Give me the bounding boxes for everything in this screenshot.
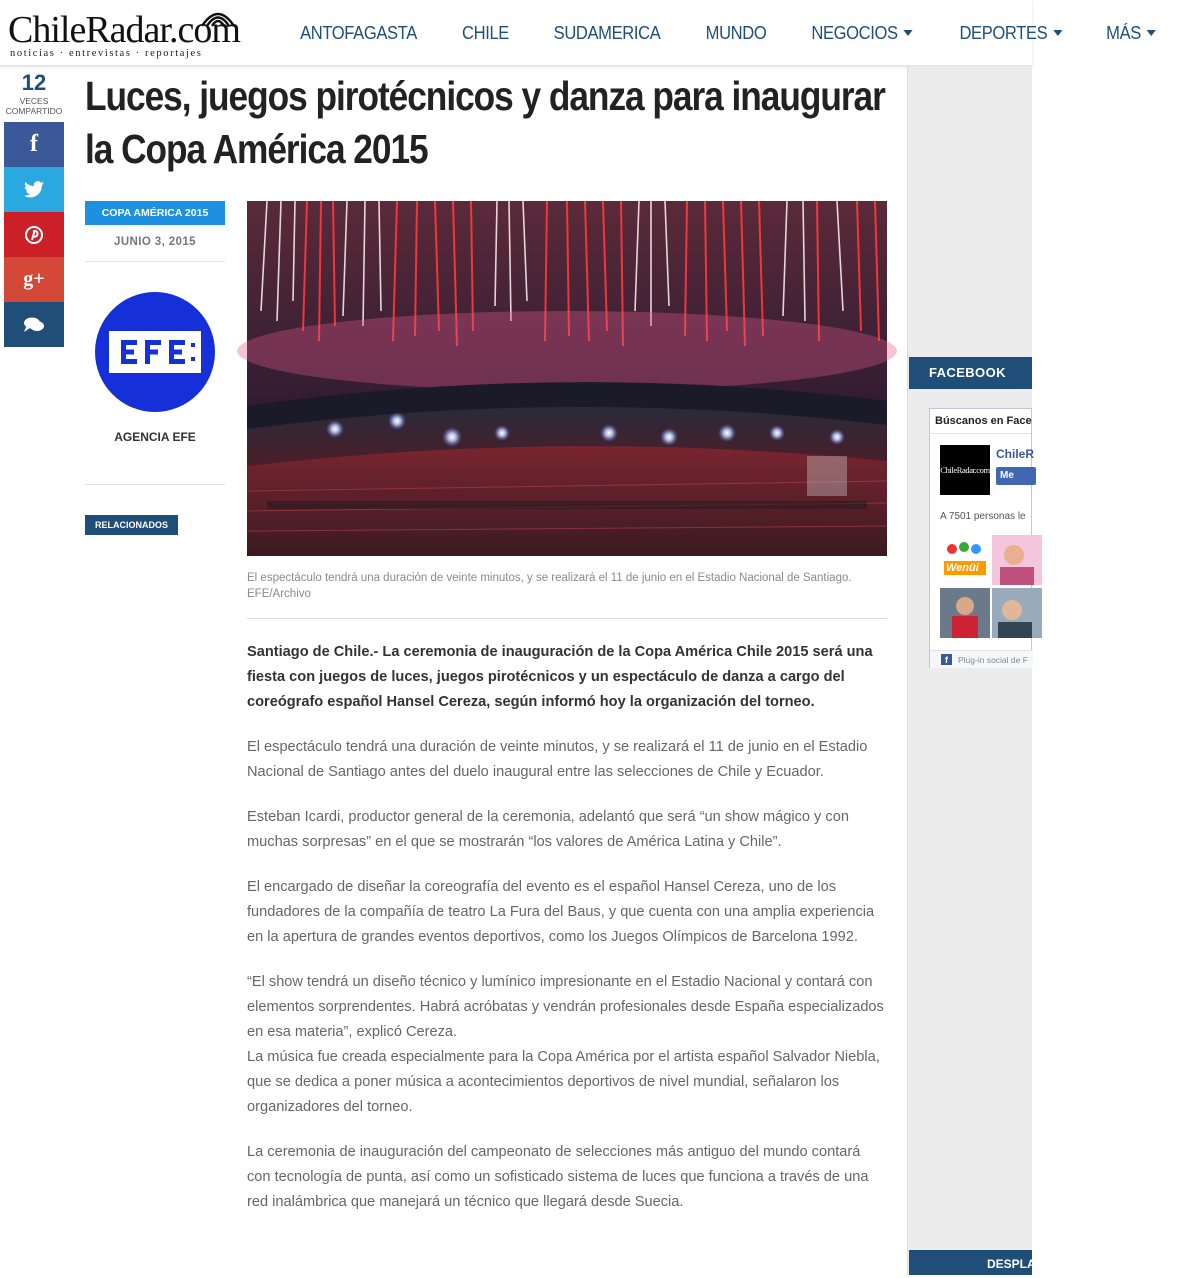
fan-avatar-label: Wenüi (946, 562, 979, 574)
nav-item-negocios[interactable] (794, 0, 930, 66)
logo-tagline: noticias · entrevistas · reportajes (10, 48, 203, 59)
google-plus-icon: g+ (23, 268, 45, 290)
meta-divider (85, 261, 225, 262)
caret-down-icon (1053, 30, 1062, 36)
share-count: 12 (21, 70, 47, 95)
article-title: Luces, juegos pirotécnicos y danza para inaugurar la Copa América 2015 (85, 73, 885, 172)
scroll-button-label: DESPLA (987, 1257, 1036, 1271)
nav-item-label: ANTOFAGASTA (300, 22, 417, 43)
fb-footer[interactable] (930, 650, 1033, 668)
fb-page-thumbnail[interactable]: ChileRadar.com (940, 445, 990, 495)
fb-fan-avatar[interactable] (992, 588, 1042, 638)
image-caption: El espectáculo tendrá una duración de veinte minutos, y se realizará el 11 de junio en el Estadio Nacional de Santiago. EFE/Archivo (247, 572, 852, 600)
article-meta (85, 201, 225, 535)
nav-item-label: MÁS (1106, 22, 1142, 43)
article-lead: Santiago de Chile.- La ceremonia de inauguración de la Copa América Chile 2015 será una fiesta con juegos de luces, juegos pirotécnicos y un espectáculo de danza a cargo del coreógrafo español Hansel Cereza, según informó hoy la organización del torneo. (247, 644, 873, 710)
category-badge[interactable]: COPA AMÉRICA 2015 (85, 201, 225, 225)
fan-avatar-image (940, 535, 990, 585)
fb-people-count: A 7501 personas le (940, 511, 1026, 522)
article-paragraph: La ceremonia de inauguración del campeonato de selecciones más antiguo del mundo contará con tecnología de punta, así como un sofisticado sistema de luces que funciona a través de una red inalámbrica que manejará un técnico que llegará desde Suecia. (247, 1144, 869, 1210)
main-nav (276, 0, 1177, 66)
article-body (247, 640, 887, 1235)
fb-like-button[interactable] (996, 467, 1036, 485)
nav-item-label: MUNDO (705, 22, 767, 43)
caret-down-icon (1147, 30, 1156, 36)
nav-item-label: NEGOCIOS (811, 22, 898, 43)
share-label-line1: VECES (19, 96, 49, 106)
share-google-plus-button[interactable] (4, 257, 64, 302)
fan-avatar-image (992, 535, 1042, 585)
site-header (0, 0, 1142, 66)
fb-like-label: Me (1000, 470, 1014, 481)
pinterest-icon (24, 225, 44, 245)
meta-divider (85, 484, 225, 485)
scroll-button[interactable] (909, 1250, 1036, 1275)
share-pinterest-button[interactable] (4, 212, 64, 257)
fb-footer-label: Plug-in social de F (958, 655, 1028, 665)
author-name[interactable]: AGENCIA EFE (114, 430, 196, 444)
facebook-icon: f (30, 131, 38, 157)
share-facebook-button[interactable] (4, 122, 64, 167)
facebook-widget (929, 408, 1035, 668)
article-paragraph: El encargado de diseñar la coreografía del evento es el español Hansel Cereza, uno de los fundadores de la compañía de teatro La Fura del Baus, y que cuenta con una amplia experiencia en la apertura de grandes eventos deportivos, como los Juegos Olímpicos de Barcelona 1992. (247, 879, 875, 945)
fb-widget-title: Búscanos en Face (930, 409, 1031, 434)
article-paragraph: El espectáculo tendrá una duración de veinte minutos, y se realizará el 11 de junio en el Estadio Nacional de Santiago antes del duelo inaugural entre las selecciones de Chile y Ecuador. (247, 739, 868, 780)
article-date: JUNIO 3, 2015 (114, 236, 196, 248)
share-comments-button[interactable] (4, 302, 64, 347)
article-paragraph: La música fue creada especialmente para la Copa América por el artista español Salvador Niebla, que se dedica a poner música a acontecimientos deportivos de nivel mundial, señalaron los organizadores del torneo. (247, 1049, 880, 1115)
fb-fan-avatar[interactable] (940, 535, 990, 585)
fb-fan-avatar[interactable] (992, 535, 1042, 585)
fireworks-stadium-image (247, 201, 887, 556)
fb-page-name[interactable]: ChileR (996, 447, 1035, 461)
facebook-icon: f (941, 654, 952, 665)
facebook-heading: FACEBOOK (909, 357, 1032, 389)
share-bar (4, 70, 64, 347)
logo-text: ChileRadar.com (8, 9, 240, 51)
fan-avatar-image (992, 588, 1042, 638)
author-avatar[interactable] (95, 292, 215, 412)
nav-item-mas[interactable] (1089, 0, 1173, 66)
nav-item-chile[interactable] (445, 0, 527, 66)
nav-item-label: DEPORTES (959, 22, 1048, 43)
nav-item-deportes[interactable] (942, 0, 1080, 66)
share-twitter-button[interactable] (4, 167, 64, 212)
twitter-icon (24, 181, 44, 198)
nav-item-mundo[interactable] (688, 0, 784, 66)
article-paragraph: Esteban Icardi, productor general de la ceremonia, adelantó que será “un show mágico y con muchas sorpresas” en el que se mostrarán “los valores de América Latina y Chile”. (247, 809, 849, 850)
efe-logo-icon (109, 331, 201, 373)
nav-item-label: CHILE (462, 22, 509, 43)
article-hero-image (247, 201, 887, 556)
site-logo[interactable] (6, 4, 256, 62)
fan-avatar-image (940, 588, 990, 638)
nav-item-label: SUDAMERICA (553, 22, 661, 43)
nav-item-sudamerica[interactable] (536, 0, 678, 66)
nav-item-antofagasta[interactable] (283, 0, 435, 66)
related-badge[interactable]: RELACIONADOS (85, 515, 178, 535)
right-sidebar (907, 66, 1035, 1275)
share-label-line2: COMPARTIDO (5, 106, 63, 116)
comments-icon (23, 316, 45, 334)
caret-down-icon (903, 30, 912, 36)
caption-divider (247, 618, 887, 619)
fb-fan-avatar[interactable] (940, 588, 990, 638)
article-paragraph: “El show tendrá un diseño técnico y lumínico impresionante en el Estadio Nacional y contará con elementos sorprendentes. Habrá acróbatas y vendrán profesionales desde España especializados en esa materia”, explicó Cereza. (247, 974, 884, 1040)
